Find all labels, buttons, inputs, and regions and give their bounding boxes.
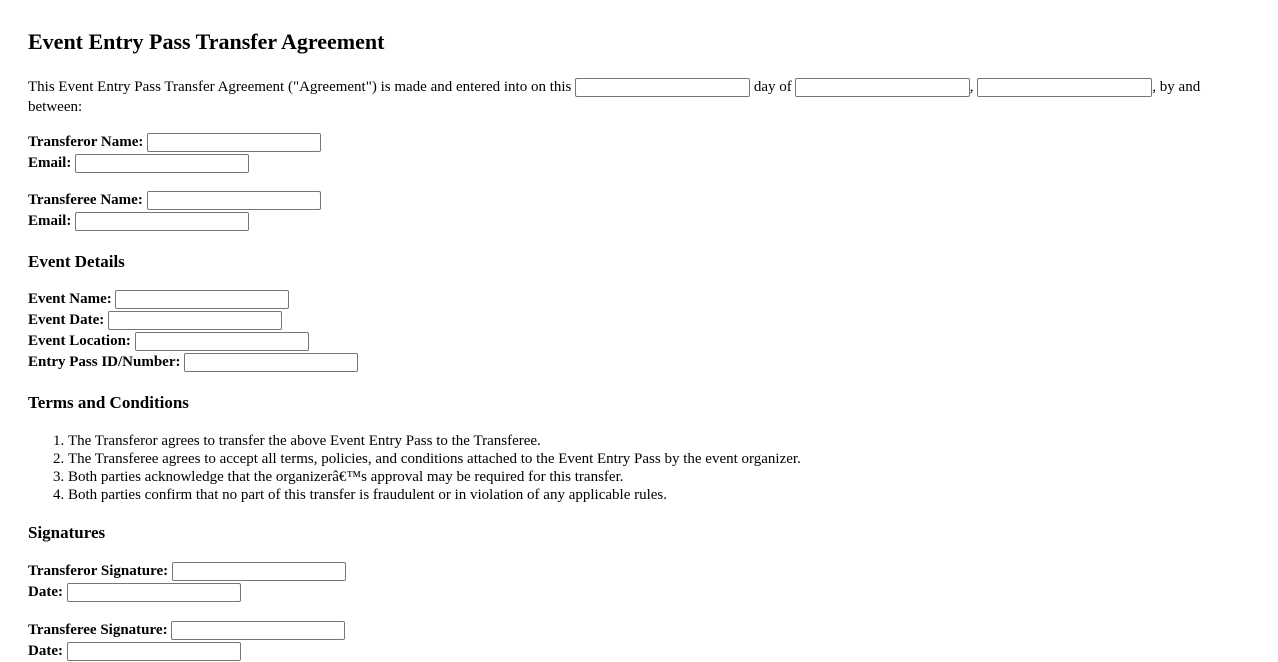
event-location-input[interactable] [135, 332, 309, 351]
transferor-name-label: Transferor Name: [28, 134, 144, 151]
event-location-label: Event Location: [28, 333, 131, 350]
event-date-input[interactable] [108, 311, 282, 330]
day-input[interactable] [575, 78, 750, 97]
transferor-signature-input[interactable] [172, 562, 346, 581]
event-name-label: Event Name: [28, 291, 112, 308]
transferor-date-label: Date: [28, 584, 63, 601]
page-title: Event Entry Pass Transfer Agreement [28, 29, 385, 54]
transferor-signature-label: Transferor Signature: [28, 563, 169, 580]
transferor-section [28, 132, 1250, 174]
term-item: 1. The Transferor agrees to transfer the above Event Entry Pass to the Transferee. [68, 432, 1250, 450]
terms-list [28, 432, 1250, 504]
month-input[interactable] [795, 78, 970, 97]
transferee-signature-label: Transferee Signature: [28, 622, 168, 639]
term-item: 3. Both parties acknowledge that the organizerâ€™s approval may be required for this transfer. [68, 468, 1250, 486]
intro-prefix: This Event Entry Pass Transfer Agreement ("Agreement") is made and entered into on this [28, 79, 572, 95]
transferee-signature-input[interactable] [171, 621, 345, 640]
transferor-date-input[interactable] [67, 583, 241, 602]
event-details-section [28, 289, 1250, 373]
term-item: 2. The Transferee agrees to accept all terms, policies, and conditions attached to the Event Entry Pass by the event organizer. [68, 450, 1250, 468]
transferee-date-input[interactable] [67, 642, 241, 661]
event-date-label: Event Date: [28, 312, 105, 329]
transferor-email-input[interactable] [75, 154, 249, 173]
transferee-email-input[interactable] [75, 212, 249, 231]
intro-suffix: , by and between: [28, 79, 1201, 116]
term-item: 4. Both parties confirm that no part of this transfer is fraudulent or in violation of any applicable rules. [68, 486, 1250, 504]
transferee-name-label: Transferee Name: [28, 192, 143, 209]
transferor-name-input[interactable] [147, 133, 321, 152]
intro-paragraph [28, 77, 1228, 117]
entry-pass-label: Entry Pass ID/Number: [28, 354, 181, 371]
transferee-email-label: Email: [28, 213, 72, 230]
terms-heading: Terms and Conditions [28, 393, 189, 413]
signatures-heading: Signatures [28, 523, 106, 543]
entry-pass-input[interactable] [184, 353, 358, 372]
intro-comma: , [969, 79, 974, 95]
transferee-date-label: Date: [28, 643, 63, 660]
transferee-signature-section [28, 620, 1250, 662]
intro-day-of: day of [753, 79, 792, 95]
event-details-heading: Event Details [28, 252, 125, 272]
transferor-signature-section [28, 561, 1250, 603]
year-input[interactable] [977, 78, 1152, 97]
transferor-email-label: Email: [28, 155, 72, 172]
transferee-name-input[interactable] [147, 191, 321, 210]
event-name-input[interactable] [115, 290, 289, 309]
transferee-section [28, 190, 1250, 232]
